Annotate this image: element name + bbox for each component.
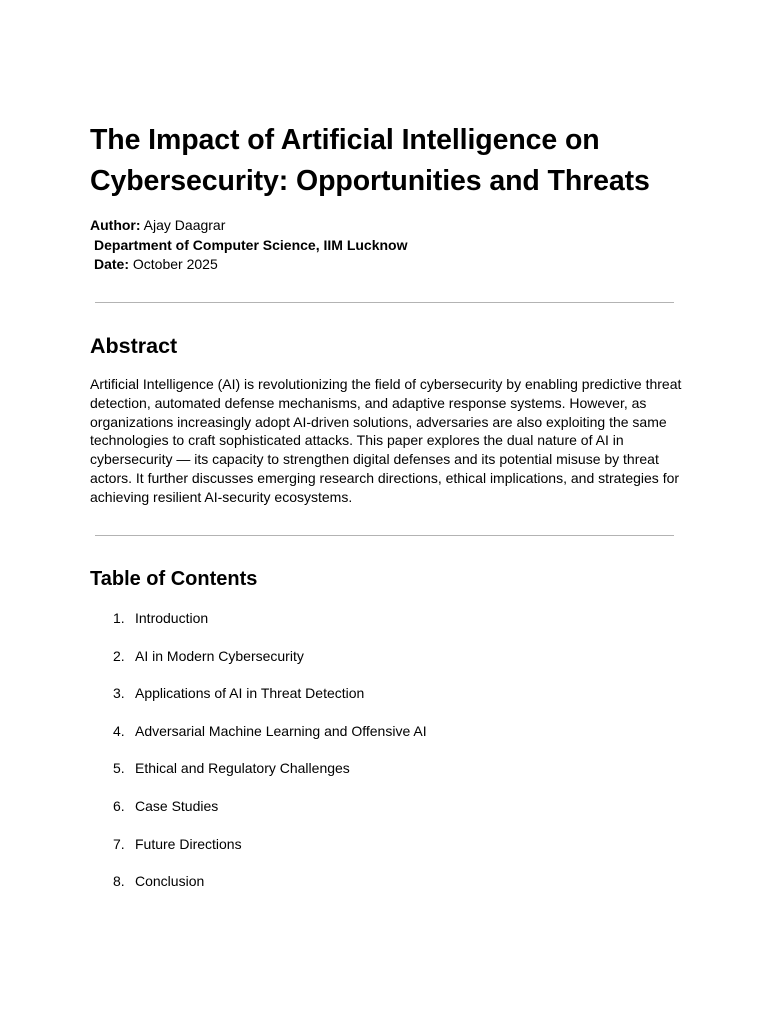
paper-title-line: Cybersecurity: Opportunities and Threats [90, 165, 650, 197]
author-label: Author: [90, 217, 141, 233]
toc-item-label: Ethical and Regulatory Challenges [135, 760, 350, 777]
date-value: October 2025 [132, 256, 218, 272]
paper-title-line: The Impact of Artificial Intelligence on [90, 124, 600, 156]
toc-item-number: 2. [113, 647, 125, 664]
department-line [90, 236, 680, 256]
abstract-heading: Abstract [90, 334, 178, 358]
toc-item [90, 758, 680, 796]
toc-item [90, 796, 680, 834]
toc-item-number: 6. [113, 797, 125, 814]
abstract-text [90, 375, 680, 507]
paper-metadata [90, 216, 680, 275]
table-of-contents [90, 608, 680, 909]
toc-item-number: 8. [113, 873, 125, 890]
department-name: Department of Computer Science, IIM Lucknow [94, 236, 408, 253]
abstract-line: achieving resilient AI-security ecosystems. [90, 488, 353, 505]
section-divider [95, 302, 674, 303]
toc-item-number: 4. [113, 722, 125, 739]
section-divider [95, 535, 674, 536]
toc-item-label: Adversarial Machine Learning and Offensive AI [135, 722, 427, 739]
abstract-line: technologies to craft sophisticated attacks. This paper explores the dual nature of AI in [90, 432, 624, 449]
toc-item-number: 5. [113, 760, 125, 777]
abstract-line: organizations increasingly adopt AI-driven solutions, adversaries are also exploiting the same [90, 413, 667, 430]
date-line [90, 255, 680, 275]
toc-item [90, 608, 680, 646]
author-name: Ajay Daagrar [143, 217, 226, 233]
toc-item [90, 721, 680, 759]
abstract-line: detection, automated defense mechanisms, and adaptive response systems. However, as [90, 394, 647, 411]
toc-item-label: Case Studies [135, 797, 219, 814]
toc-item [90, 683, 680, 721]
toc-heading: Table of Contents [90, 568, 258, 590]
toc-item-label: Applications of AI in Threat Detection [135, 685, 365, 702]
paper-title [90, 120, 690, 202]
abstract-line: actors. It further discusses emerging research directions, ethical implications, and strategies for [90, 469, 680, 486]
abstract-line: Artificial Intelligence (AI) is revolutionizing the field of cybersecurity by enabling predictive threat [90, 376, 682, 392]
toc-item [90, 834, 680, 872]
toc-item-label: Conclusion [135, 873, 205, 890]
toc-item [90, 871, 680, 909]
toc-item-label: Introduction [135, 610, 209, 626]
date-label: Date: [94, 256, 130, 272]
abstract-line: cybersecurity — its capacity to strengthen digital defenses and its potential misuse by threat [90, 451, 659, 468]
author-line [90, 216, 680, 236]
toc-item-number: 1. [113, 610, 125, 626]
toc-item-label: Future Directions [135, 835, 242, 852]
toc-item-number: 3. [113, 685, 125, 702]
toc-item-number: 7. [113, 835, 125, 852]
toc-item-label: AI in Modern Cybersecurity [135, 647, 304, 664]
toc-item [90, 646, 680, 684]
